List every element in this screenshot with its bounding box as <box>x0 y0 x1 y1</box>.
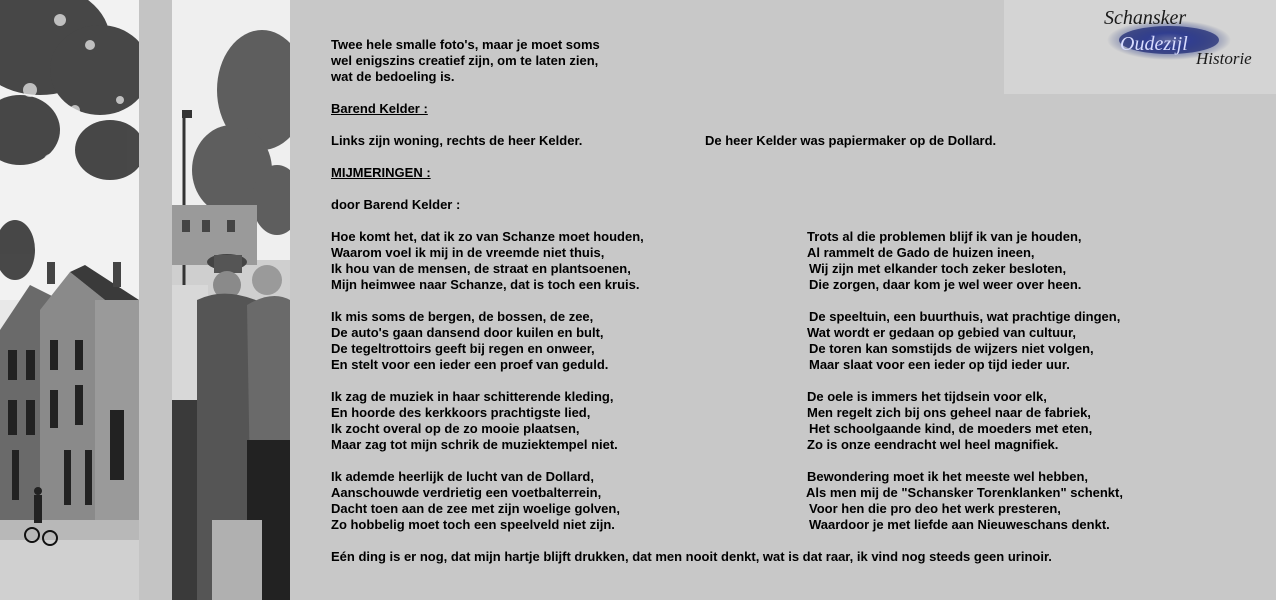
intro-line: Twee hele smalle foto's, maar je moet soms <box>331 37 600 52</box>
poem-line: Waarom voel ik mij in de vreemde niet thuis, <box>331 245 605 260</box>
poem-line: De toren kan somstijds de wijzers niet volgen, <box>809 341 1094 356</box>
poem-line: Zo hobbelig moet toch een speelveld niet zijn. <box>331 517 615 532</box>
poem-line: Ik ademde heerlijk de lucht van de Dollard, <box>331 469 594 484</box>
poem-line: Ik hou van de mensen, de straat en plantsoenen, <box>331 261 631 276</box>
poem-line: Dacht toen aan de zee met zijn woelige golven, <box>331 501 620 516</box>
people-photo <box>172 0 290 600</box>
poem-line: Maar zag tot mijn schrik de muziektempel niet. <box>331 437 618 452</box>
photo-caption-right: De heer Kelder was papiermaker op de Dollard. <box>705 133 997 148</box>
poem-line: Hoe komt het, dat ik zo van Schanze moet houden, <box>331 229 644 244</box>
poem-line: En stelt voor een ieder een proef van geduld. <box>331 357 609 372</box>
street-photo <box>0 0 139 600</box>
intro-line: wel enigszins creatief zijn, om te laten zien, <box>331 53 599 68</box>
logo-text-3: Historie <box>1196 49 1252 68</box>
poem-line: Als men mij de "Schansker Torenklanken" schenkt, <box>806 485 1123 500</box>
logo-text-2: Oudezijl <box>1120 33 1188 55</box>
photo-caption-left: Links zijn woning, rechts de heer Kelder. <box>331 133 583 148</box>
barend-heading: Barend Kelder : <box>331 101 428 116</box>
separator-strip <box>139 0 172 600</box>
poem-line: Men regelt zich bij ons geheel naar de fabriek, <box>807 405 1091 420</box>
poem-line: Wij zijn met elkander toch zeker besloten, <box>809 261 1067 276</box>
closing-line: Eén ding is er nog, dat mijn hartje blijft drukken, dat men nooit denkt, wat is dat raar, ik vind nog steeds geen urinoir. <box>331 549 1052 564</box>
poem-line: Ik zocht overal op de zo mooie plaatsen, <box>331 421 580 436</box>
poem-line: Zo is onze eendracht wel heel magnifiek. <box>807 437 1059 452</box>
poem-line: Het schoolgaande kind, de moeders met eten, <box>809 421 1093 436</box>
poem-line: De oele is immers het tijdsein voor elk, <box>807 389 1047 404</box>
poem-line: Waardoor je met liefde aan Nieuweschans denkt. <box>809 517 1110 532</box>
poem-line: Bewondering moet ik het meeste wel hebben, <box>807 469 1089 484</box>
poem-line: Mijn heimwee naar Schanze, dat is toch een kruis. <box>331 277 640 292</box>
poem-line: Ik zag de muziek in haar schitterende kleding, <box>331 389 614 404</box>
poem-line: De auto's gaan dansend door kuilen en bult, <box>331 325 604 340</box>
poem-line: Al rammelt de Gado de huizen ineen, <box>807 245 1035 260</box>
poem-line: Aanschouwde verdrietig een voetbalterrein, <box>331 485 602 500</box>
poem-line: Trots al die problemen blijf ik van je houden, <box>807 229 1082 244</box>
poem-line: En hoorde des kerkkoors prachtigste lied, <box>331 405 591 420</box>
logo[interactable] <box>1004 0 1276 94</box>
intro-line: wat de bedoeling is. <box>331 69 455 84</box>
poem-line: Voor hen die pro deo het werk presteren, <box>809 501 1061 516</box>
poem-line: Ik mis soms de bergen, de bossen, de zee, <box>331 309 594 324</box>
poem-heading: MIJMERINGEN : <box>331 165 431 180</box>
poem-line: De tegeltrottoirs geeft bij regen en onweer, <box>331 341 595 356</box>
poem-line: Maar slaat voor een ieder op tijd ieder uur. <box>809 357 1070 372</box>
poem-line: Die zorgen, daar kom je wel weer over heen. <box>809 277 1082 292</box>
logo-text-1: Schansker <box>1104 7 1187 29</box>
poem-line: De speeltuin, een buurthuis, wat prachtige dingen, <box>809 309 1121 324</box>
poem-line: Wat wordt er gedaan op gebied van cultuur, <box>807 325 1076 340</box>
poem-author: door Barend Kelder : <box>331 197 461 212</box>
